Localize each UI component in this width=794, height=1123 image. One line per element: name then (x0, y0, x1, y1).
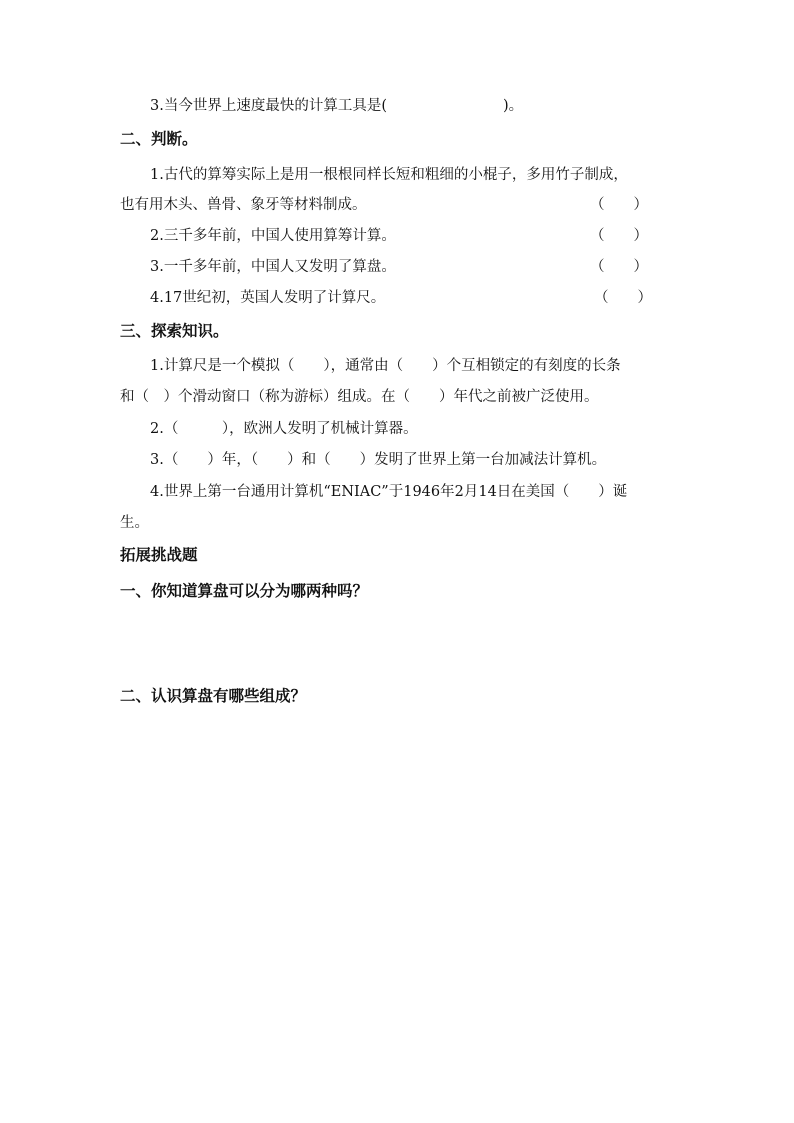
judgement-answer-blank-4: （ ） (594, 290, 652, 306)
judgement-question-1-line-1: 1.古代的算筹实际上是用一根根同样长短和粗细的小棍子，多用竹子制成， (150, 167, 628, 183)
explore-question-3: 3.（ ）年，（ ）和（ ）发明了世界上第一台加减法计算机。 (150, 452, 607, 468)
judgement-heading: 二、判断。 (120, 130, 198, 148)
extension-question-2: 二、认识算盘有哪些组成？ (120, 687, 307, 705)
explore-question-2: 2.（ ），欧洲人发明了机械计算器。 (150, 421, 418, 437)
judgement-answer-blank-3: （ ） (590, 259, 648, 275)
fill-in-question-3: 3.当今世界上速度最快的计算工具是( )。 (150, 98, 524, 114)
judgement-question-3: 3.一千多年前，中国人又发明了算盘。 (150, 259, 396, 275)
explore-question-4-line-2: 生。 (120, 515, 149, 531)
extension-title: 拓展挑战题 (120, 546, 198, 564)
judgement-answer-blank-2: （ ） (590, 228, 648, 244)
judgement-answer-blank-1: （ ） (590, 197, 648, 213)
explore-question-1-line-1: 1.计算尺是一个模拟（ ），通常由（ ）个互相锁定的有刻度的长条 (150, 358, 621, 374)
explore-heading: 三、探索知识。 (120, 322, 229, 340)
judgement-question-2: 2.三千多年前，中国人使用算筹计算。 (150, 228, 396, 244)
judgement-question-1-line-2: 也有用木头、兽骨、象牙等材料制成。 (120, 197, 367, 213)
explore-question-4-line-1: 4.世界上第一台通用计算机“ENIAC”于1946年2月14日在美国（ ）诞 (150, 484, 628, 500)
explore-question-1-line-2: 和（ ）个滑动窗口（称为游标）组成。在（ ）年代之前被广泛使用。 (120, 389, 599, 405)
judgement-question-4: 4.17世纪初，英国人发明了计算尺。 (150, 290, 386, 306)
extension-question-1: 一、你知道算盘可以分为哪两种吗？ (120, 582, 369, 600)
